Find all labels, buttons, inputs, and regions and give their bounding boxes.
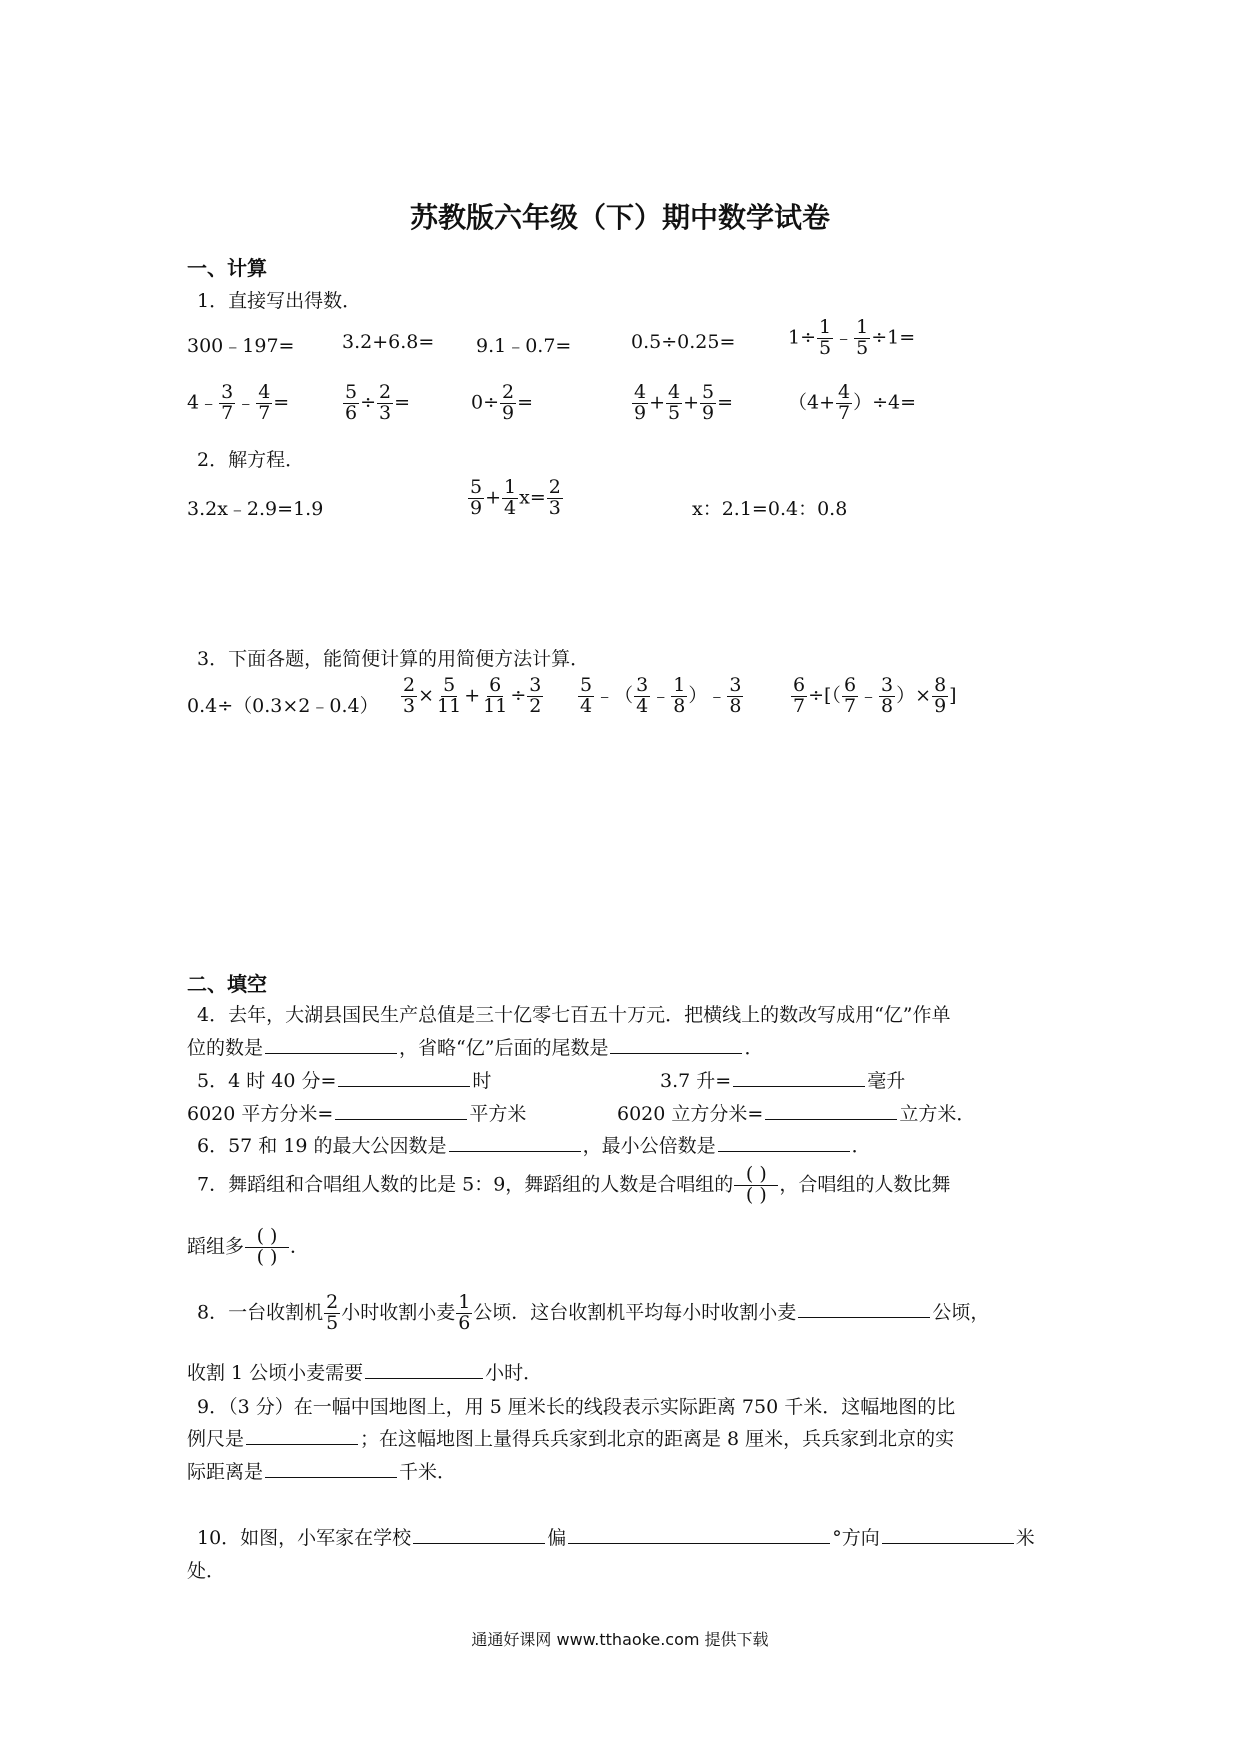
fraction: $\frac{2}{9}$ (502, 381, 515, 424)
q5-line-1b: 3.7 升= 毫升 (660, 1070, 906, 1092)
q5-line-2a: 6020 平方分米= 平方米 (187, 1103, 527, 1125)
question-2-label: 2．解方程． (197, 449, 305, 471)
q1-item-5: 1÷ $\frac{1}{5}$ ﹣ $\frac{1}{5}$ ÷1= (788, 316, 916, 359)
question-3-label: 3．下面各题，能简便计算的用简便方法计算． (197, 648, 590, 670)
equation-3: x：2.1=0.4：0.8 (692, 498, 848, 520)
q1-item-6: 4﹣ $\frac{3}{7}$ ﹣ $\frac{4}{7}$ = (187, 381, 290, 424)
answer-blank (265, 1035, 397, 1054)
fraction: $\frac{3}{8}$ (729, 674, 742, 717)
fraction: $\frac{4}{9}$ (634, 381, 647, 424)
q3-expr-1: 0.4÷（0.3×2﹣0.4） (187, 695, 379, 717)
q8-line-2: 收割 1 公顷小麦需要 小时． (187, 1362, 543, 1384)
fraction: $\frac{5}{9}$ (470, 476, 483, 519)
answer-blank (338, 1068, 470, 1087)
q3-expr-4: $\frac{6}{7}$ ÷[（ $\frac{6}{7}$ ﹣ $\frac{3}{8}$ ）× $\frac{8}{9}$ ] (793, 674, 957, 717)
fraction: $\frac{1}{5}$ (819, 316, 832, 359)
fraction: $\frac{6}{7}$ (843, 674, 857, 717)
fraction: $\frac{1}{8}$ (673, 674, 686, 717)
q4-line-1: 4．去年，大湖县国民生产总值是三十亿零七百五十万元．把横线上的数改写成用“亿”作单 (197, 1004, 951, 1026)
fraction: $\frac{2}{3}$ (403, 674, 416, 717)
fraction-blank: $\frac{( )}{( )}$ (734, 1165, 778, 1206)
answer-blank (610, 1035, 742, 1054)
q1-item-7: $\frac{5}{6}$ ÷ $\frac{2}{3}$ = (345, 381, 411, 424)
answer-blank (365, 1360, 483, 1379)
answer-blank (449, 1133, 581, 1152)
fraction: $\frac{2}{3}$ (548, 476, 561, 519)
q6-line: 6．57 和 19 的最大公因数是 ，最小公倍数是 ． (197, 1135, 871, 1157)
answer-blank (733, 1068, 865, 1087)
equation-1: 3.2x﹣2.9=1.9 (187, 498, 324, 520)
fraction: $\frac{2}{3}$ (379, 381, 392, 424)
section-1-heading: 一、计算 (187, 256, 267, 280)
q1-item-2: 3.2+6.8= (342, 331, 435, 353)
answer-blank (335, 1101, 467, 1120)
fraction: $\frac{3}{8}$ (881, 674, 894, 717)
answer-blank (882, 1525, 1014, 1544)
answer-blank (568, 1525, 830, 1544)
fraction: $\frac{5}{9}$ (702, 381, 715, 424)
fraction: $\frac{3}{4}$ (636, 674, 649, 717)
fraction: $\frac{6}{7}$ (793, 674, 806, 717)
q1-item-8: 0÷ $\frac{2}{9}$ = (471, 381, 534, 424)
section-2-heading: 二、填空 (187, 972, 267, 996)
fraction: $\frac{5}{11}$ (437, 674, 462, 717)
fraction: $\frac{1}{4}$ (504, 476, 517, 519)
q8-line-1: 8．一台收割机 $\frac{2}{5}$ 小时收割小麦 $\frac{1}{6}$ 公顷．这台收割机平均每小时收割小麦 公顷， (197, 1291, 990, 1334)
fraction-blank: $\frac{( )}{( )}$ (245, 1227, 289, 1268)
fraction: $\frac{2}{5}$ (326, 1291, 339, 1334)
fraction: $\frac{1}{6}$ (458, 1291, 471, 1334)
q5-line-2b: 6020 立方分米= 立方米． (617, 1103, 976, 1125)
answer-blank (798, 1299, 930, 1318)
fraction: $\frac{6}{11}$ (483, 674, 508, 717)
fraction: $\frac{4}{7}$ (258, 381, 271, 424)
q7-line-1: 7．舞蹈组和合唱组人数的比是 5：9，舞蹈组的人数是合唱组的 $\frac{( )}{( )}$ ，合唱组的人数比舞 (197, 1163, 951, 1206)
fraction: $\frac{5}{4}$ (580, 674, 593, 717)
equation-2: $\frac{5}{9}$ + $\frac{1}{4}$ x= $\frac{2}{3}$ (470, 476, 561, 519)
page-title: 苏教版六年级（下）期中数学试卷 (409, 201, 830, 234)
q1-item-1: 300﹣197= (187, 335, 295, 357)
q1-item-10: （4+ $\frac{4}{7}$ ）÷4= (788, 381, 917, 424)
answer-blank (718, 1133, 850, 1152)
answer-blank (413, 1525, 545, 1544)
fraction: $\frac{8}{9}$ (934, 674, 947, 717)
fraction: $\frac{4}{7}$ (838, 381, 851, 424)
fraction: $\frac{3}{2}$ (529, 674, 542, 717)
fraction: $\frac{1}{5}$ (856, 316, 869, 359)
fraction: $\frac{3}{7}$ (221, 381, 234, 424)
q5-line-1a: 5．4 时 40 分= 时 (197, 1070, 492, 1092)
q9-line-1: 9．（3 分）在一幅中国地图上，用 5 厘米长的线段表示实际距离 750 千米．这幅地图的比 (197, 1396, 956, 1418)
fraction: $\frac{4}{5}$ (668, 381, 681, 424)
q10-line-2: 处． (187, 1560, 226, 1582)
q7-line-2: 蹈组多 $\frac{( )}{( )}$ ． (187, 1225, 310, 1268)
q3-expr-2: $\frac{2}{3}$ × $\frac{5}{11}$ + $\frac{6}{11}$ ÷ $\frac{3}{2}$ (403, 674, 542, 717)
q4-line-2: 位的数是 ，省略“亿”后面的尾数是 ． (187, 1037, 764, 1059)
q3-expr-3: $\frac{5}{4}$ ﹣（ $\frac{3}{4}$ ﹣ $\frac{1}{8}$ ）﹣ $\frac{3}{8}$ (580, 674, 742, 717)
answer-blank (246, 1426, 358, 1445)
q9-line-3: 际距离是 千米． (187, 1461, 457, 1483)
q1-item-4: 0.5÷0.25= (631, 331, 736, 353)
fraction: $\frac{5}{6}$ (345, 381, 358, 424)
footer-credit: 通通好课网 www.tthaoke.com 提供下载 (471, 1630, 769, 1649)
question-1-label: 1．直接写出得数． (197, 290, 362, 312)
answer-blank (765, 1101, 897, 1120)
answer-blank (265, 1459, 397, 1478)
q10-line-1: 10．如图，小军家在学校 偏 °方向 米 (197, 1527, 1035, 1549)
q1-item-9: $\frac{4}{9}$ + $\frac{4}{5}$ + $\frac{5}{9}$ = (634, 381, 734, 424)
q9-line-2: 例尺是 ；在这幅地图上量得兵兵家到北京的距离是 8 厘米，兵兵家到北京的实 (187, 1428, 955, 1450)
q1-item-3: 9.1﹣0.7= (476, 335, 572, 357)
